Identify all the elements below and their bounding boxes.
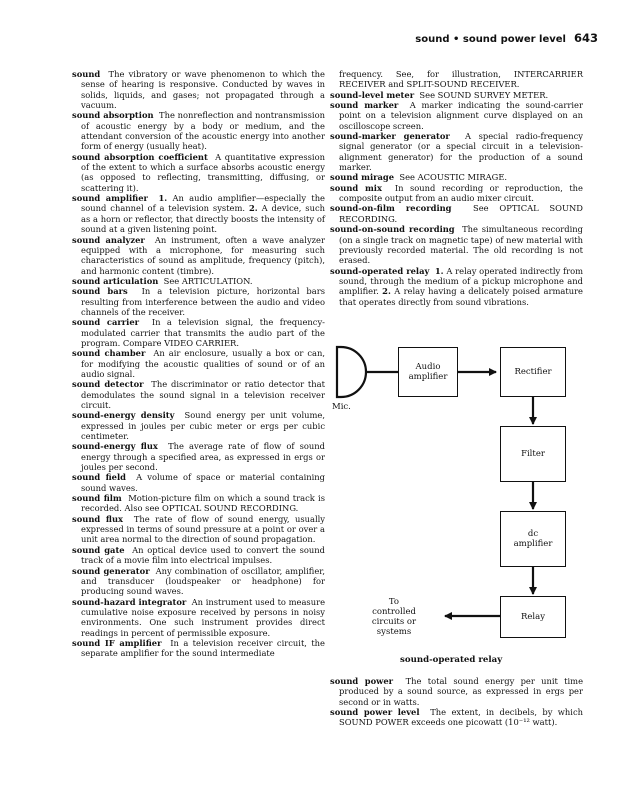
running-head: sound • sound power level (415, 34, 566, 45)
sense-number: 1. (158, 193, 168, 204)
entry (72, 286, 325, 317)
mic-label: Mic. (332, 402, 351, 412)
entry (72, 410, 325, 441)
audio-amplifier-label: Audio amplifier (408, 362, 448, 382)
definition: See OPTICAL SOUND RECORDING. (339, 203, 583, 224)
sense-number: 2. (248, 203, 258, 214)
definition: An air enclosure, usually a box or can, for modifying the acoustic qualities of sound or of an audio signal. (81, 348, 325, 379)
headword: sound mix (330, 182, 382, 193)
headword: sound amplifier (72, 193, 148, 204)
entry (330, 90, 583, 100)
filter-box (500, 426, 566, 482)
entry (72, 193, 325, 234)
dc-amplifier-box (500, 511, 566, 567)
controlled-circuits-label: To controlled circuits or systems (371, 597, 417, 637)
entry (330, 266, 583, 307)
microphone-symbol (337, 347, 366, 397)
headword: sound-energy flux (72, 441, 158, 452)
definition: The nonreflection and nontransmission of acoustic energy by a body or medium, and the attendant conversion of the acoustic energy into another form of energy (usually heat). (81, 110, 325, 152)
definition: An instrument, often a wave analyzer equipped with a microphone, for measuring such characteristics of sound as amplitude, frequency (pitch), and harmonic content (timbre). (81, 234, 325, 276)
definition: The simultaneous recording (on a single track on magnetic tape) of new material with previously recorded material. The old recording is not erased. (339, 224, 583, 266)
entry (330, 203, 583, 224)
entry (72, 235, 325, 276)
headword: sound generator (72, 565, 150, 576)
rectifier-box (500, 347, 566, 397)
entry (330, 172, 583, 182)
definition: The average rate of flow of sound energy through a specified area, as expressed in ergs or joules per second. (81, 441, 325, 473)
sense-number: 1. (434, 265, 444, 276)
headword: sound film (72, 493, 122, 504)
entry-continuation (330, 69, 583, 90)
headword: sound flux (72, 513, 123, 524)
definition: An instrument used to measure cumulative noise exposure received by persons in noisy environments. One such instrument provides direct readings in percent of permissible exposure. (81, 596, 326, 638)
entry (72, 348, 325, 379)
entry (72, 441, 325, 472)
definition: A marker indicating the sound-carrier point on a television alignment curve displayed on an oscilloscope screen. (339, 100, 583, 131)
headword: sound-marker generator (330, 131, 450, 142)
definition: The vibratory or wave phenomenon to which the sense of hearing is responsive. Conducted by waves in solids, liquids, and gases; not propagated through a vacuum. (81, 69, 325, 111)
definition: Any combination of oscillator, amplifier, and transducer (loudspeaker or headphone) for producing sound waves. (81, 565, 325, 597)
headword: sound power (330, 676, 394, 686)
relay-label: Relay (520, 612, 546, 622)
headword: sound-on-sound recording (330, 224, 455, 235)
headword: sound chamber (72, 348, 146, 359)
definition: See ACOUSTIC MIRAGE. (399, 172, 508, 183)
definition: See ARTICULATION. (163, 275, 253, 286)
entry (72, 69, 325, 110)
headword: sound (72, 69, 101, 79)
definition: The total sound energy per unit time produced by a sound source, as expressed in ergs per second or in watts. (339, 676, 584, 707)
sense-number: 2. (382, 286, 391, 297)
headword: sound-level meter (330, 89, 415, 100)
page-number: 643 (573, 31, 598, 45)
headword: sound marker (330, 100, 399, 111)
headword: sound absorption coefficient (72, 151, 208, 162)
entry (72, 493, 325, 514)
definition: The extent, in decibels, by which SOUND POWER exceeds one picowatt (10⁻¹² watt). (339, 707, 583, 728)
entry (330, 676, 583, 707)
headword: sound absorption (72, 110, 154, 121)
sound-operated-relay-diagram (330, 345, 590, 670)
entry (72, 317, 325, 348)
entry (72, 514, 325, 545)
headword: sound carrier (72, 317, 140, 328)
definition: A relay having a delicately poised armature that operates directly from sound vibrations. (339, 286, 583, 307)
left-column (72, 69, 325, 659)
audio-amplifier-box (398, 347, 458, 397)
entry (330, 131, 583, 172)
definition: An optical device used to convert the sound track of a movie film into electrical impulses. (81, 544, 326, 566)
figure-caption: sound-operated relay (400, 655, 503, 665)
definition: A device, such as a horn or reflector, that directly boosts the intensity of sound at a given listening point. (81, 203, 325, 235)
definition: See SOUND SURVEY METER. (419, 89, 549, 100)
entry (72, 566, 325, 597)
entry (72, 472, 325, 493)
entry (72, 110, 325, 151)
entry (330, 100, 583, 131)
definition: An audio amplifier—especially the sound channel of a television system. (81, 193, 325, 214)
entry (330, 224, 583, 265)
definition: A special radio-frequency signal generator (or a special circuit in a television-alignment generator) for the production of a sound marker. (339, 131, 583, 173)
entry (330, 183, 583, 204)
headword: sound power level (330, 707, 420, 718)
rectifier-label: Rectifier (514, 367, 552, 377)
definition: A relay operated indirectly from sound, through the medium of a pickup microphone and amplifier. (339, 265, 584, 297)
definition: Sound energy per unit volume, expressed in joules per cubic meter or ergs per cubic centimeter. (81, 410, 325, 442)
definition: In a television signal, the frequency-modulated carrier that transmits the audio part of the program. Compare VIDEO CARRIER. (81, 317, 326, 348)
entry (72, 597, 325, 638)
headword: sound mirage (330, 172, 395, 183)
filter-label: Filter (521, 449, 545, 459)
headword: sound IF amplifier (72, 637, 162, 648)
headword: sound gate (72, 544, 125, 555)
relay-box (500, 596, 566, 638)
definition: The rate of flow of sound energy, usually expressed in terms of sound pressure at a point or over a unit area normal to the direction of sound propagation. (81, 513, 325, 545)
definition: In a television receiver circuit, the separate amplifier for the sound intermediate (81, 637, 325, 659)
running-header (0, 31, 598, 45)
definition: The discriminator or ratio detector that demodulates the sound signal in a television receiver circuit. (81, 379, 325, 410)
headword: sound-hazard integrator (72, 596, 187, 607)
definition: In a television picture, horizontal bars resulting from interference between the audio and video channels of the receiver. (81, 286, 326, 317)
entry (72, 152, 325, 193)
entry (72, 638, 325, 659)
definition: frequency. See, for illustration, INTERCARRIER RECEIVER and SPLIT-SOUND RECEIVER. (339, 69, 583, 90)
definition: A volume of space or material containing sound waves. (81, 472, 326, 493)
headword: sound-operated relay (330, 265, 430, 276)
definition: In sound recording or reproduction, the composite output from an audio mixer circuit. (339, 182, 583, 204)
headword: sound field (72, 472, 126, 483)
headword: sound articulation (72, 275, 159, 286)
entry (72, 545, 325, 566)
entry (72, 379, 325, 410)
definition: Motion-picture film on which a sound track is recorded. Also see OPTICAL SOUND RECORDING. (81, 493, 325, 514)
entry (72, 276, 325, 286)
headword: sound-on-film recording (330, 203, 452, 214)
headword: sound analyzer (72, 234, 145, 245)
entry (330, 707, 583, 728)
right-column (330, 69, 583, 307)
dc-amplifier-label: dc amplifier (513, 529, 553, 549)
headword: sound detector (72, 379, 144, 390)
definition: A quantitative expression of the extent to which a surface absorbs acoustic energy (as opposed to reflecting, transmitting, diffusing, or scattering it). (81, 151, 325, 193)
headword: sound bars (72, 286, 128, 297)
right-column-bottom (330, 676, 583, 728)
headword: sound-energy density (72, 410, 175, 421)
